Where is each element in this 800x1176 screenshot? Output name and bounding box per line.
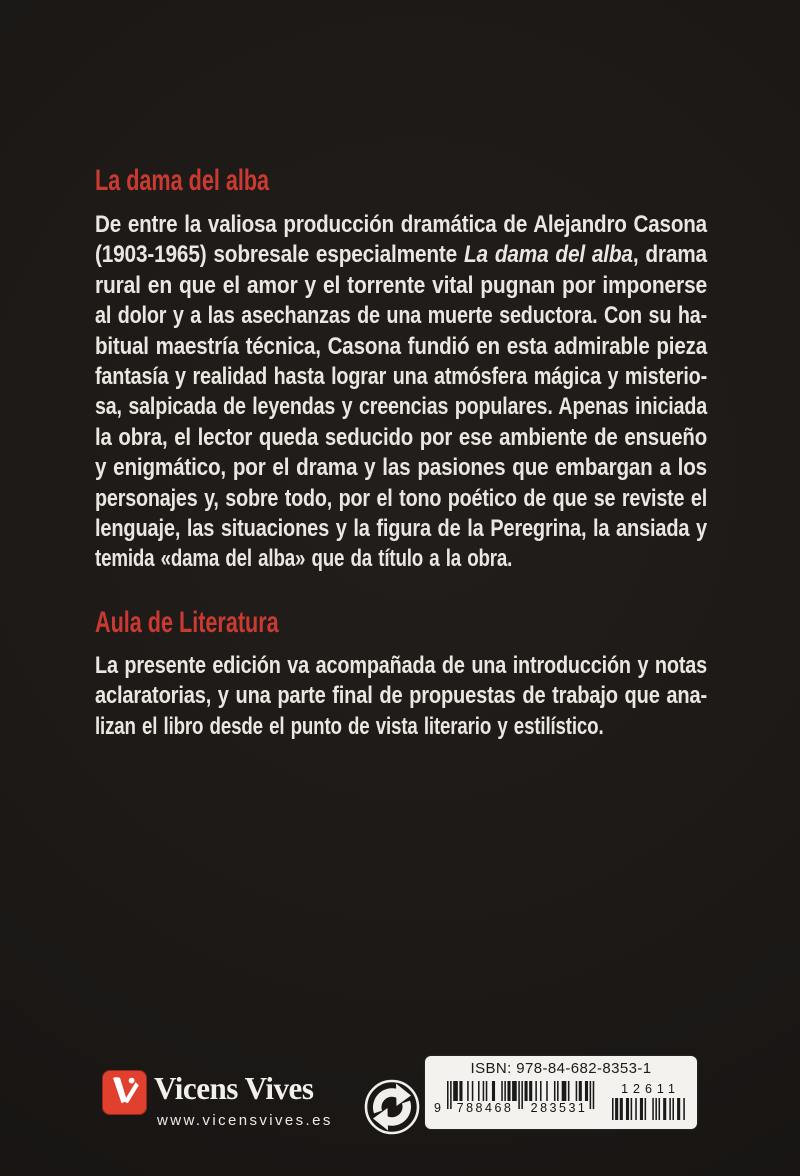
ean-prefix-digit: 9 xyxy=(434,1101,441,1115)
text-line: La presente edición va acompañada de una introducción y notas xyxy=(95,652,708,679)
ean-digit-group-2: 283531 xyxy=(530,1101,588,1115)
collection-heading: Aula de Literatura xyxy=(95,606,279,639)
text-line: personajes y, sobre todo, por el tono poético de que se reviste el xyxy=(95,484,708,512)
synopsis-paragraph xyxy=(95,210,707,575)
addon-code-text: 12611 xyxy=(621,1082,680,1096)
addon-barcode xyxy=(611,1082,685,1120)
text-line: al dolor y a las asechanzas de una muerte seductora. Con su ha- xyxy=(95,302,707,330)
text-line: rural en que el amor y el torrente vital pugnan por imponerse xyxy=(95,271,708,299)
text-line: lenguaje, las situaciones y la figura de la Peregrina, la ansiada y xyxy=(95,514,708,542)
book-title-heading: La dama del alba xyxy=(95,164,270,197)
text-line: aclaratorias, y una parte final de propuestas de trabajo que ana- xyxy=(95,682,708,710)
barcode-label xyxy=(425,1056,697,1129)
text-line: De entre la valiosa producción dramática de Alejandro Casona xyxy=(95,211,707,238)
green-point-icon xyxy=(364,1079,420,1135)
text-line: fantasía y realidad hasta lograr una atmósfera mágica y misterio- xyxy=(95,362,708,390)
publisher-website-link[interactable]: www.vicensvives.es xyxy=(157,1112,333,1129)
text-line: y enigmático, por el drama y las pasiones que embargan a los xyxy=(95,454,707,482)
text-line: (1903-1965) sobresale especialmente La dama del alba, drama xyxy=(95,241,707,269)
publisher-logo xyxy=(102,1070,147,1115)
ean-barcode xyxy=(434,1081,595,1121)
vicens-v-icon xyxy=(102,1070,147,1115)
text-line: bitual maestría técnica, Casona fundió en esta admirable pieza xyxy=(95,332,707,360)
collection-paragraph xyxy=(95,651,707,742)
isbn-text: ISBN: 978-84-682-8353-1 xyxy=(470,1060,652,1077)
publisher-name: Vicens Vives xyxy=(154,1070,314,1106)
text-line: la obra, el lector queda seducido por ese ambiente de ensueño xyxy=(95,423,707,451)
text-line: temida «dama del alba» que da título a la obra. xyxy=(95,545,513,573)
text-line: lizan el libro desde el punto de vista literario y estilístico. xyxy=(95,712,604,740)
ean-digit-group-1: 788468 xyxy=(456,1101,514,1115)
text-line: sa, salpicada de leyendas y creencias populares. Apenas iniciada xyxy=(95,393,707,421)
